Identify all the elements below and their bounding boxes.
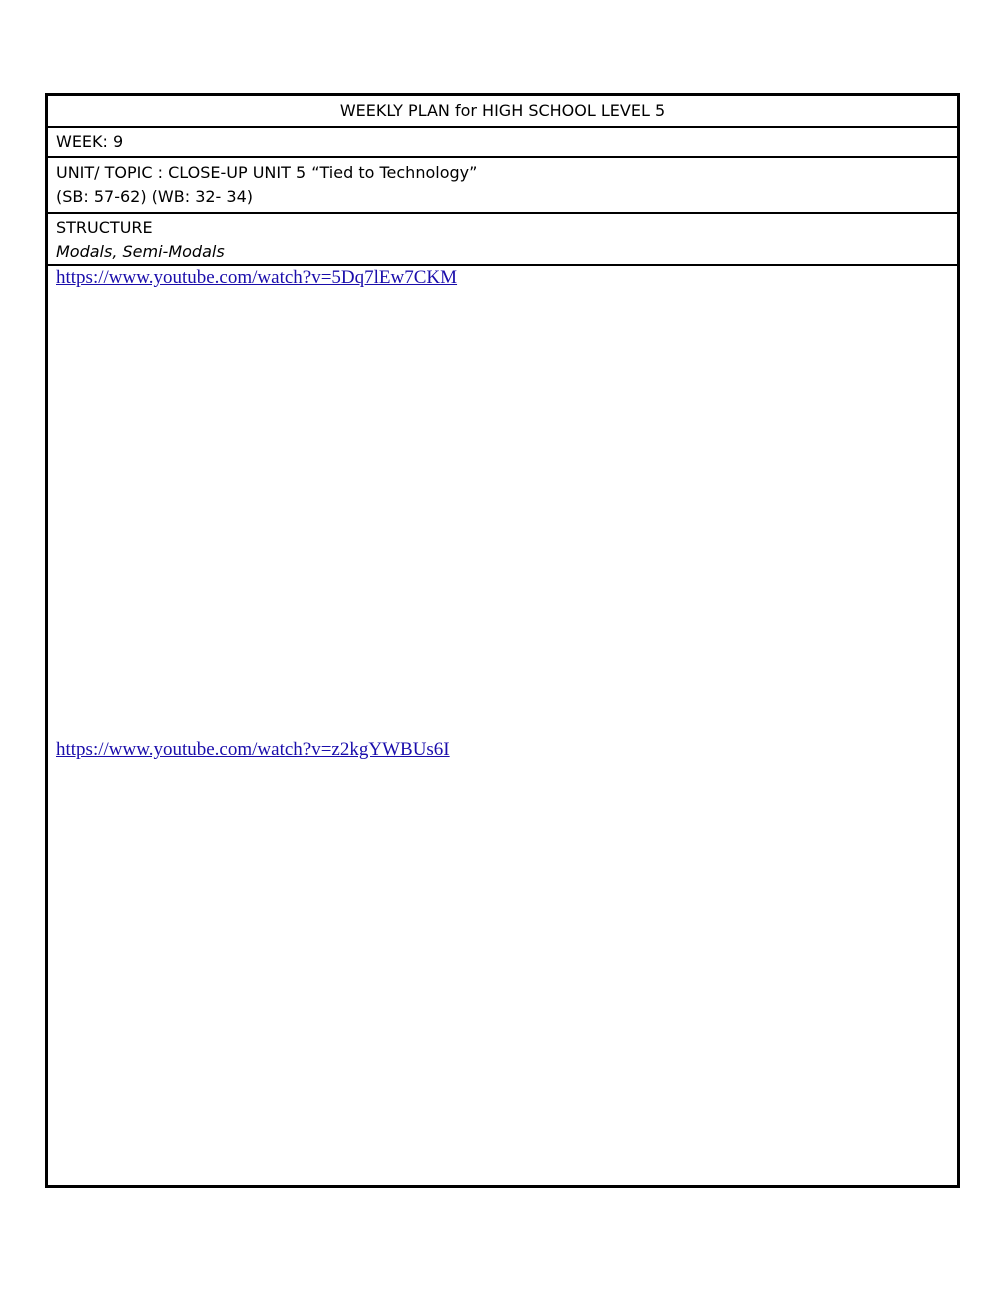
content-area: [48, 266, 957, 1185]
unit-topic-row: [48, 158, 957, 214]
unit-topic-text: UNIT/ TOPIC : CLOSE-UP UNIT 5 “Tied to Technology”: [56, 163, 478, 182]
structure-heading: STRUCTURE: [56, 218, 153, 237]
video-link-1[interactable]: https://www.youtube.com/watch?v=5Dq7lEw7CKM: [56, 267, 458, 288]
video-link-2[interactable]: https://www.youtube.com/watch?v=z2kgYWBUs6I: [56, 739, 450, 760]
structure-row: [48, 214, 957, 266]
week-row: WEEK: 9: [48, 128, 957, 158]
book-pages-text: (SB: 57-62) (WB: 32- 34): [56, 187, 254, 206]
weekly-plan-table: [45, 93, 960, 1188]
structure-value: Modals, Semi-Modals: [56, 242, 225, 261]
plan-title: WEEKLY PLAN for HIGH SCHOOL LEVEL 5: [48, 96, 957, 128]
